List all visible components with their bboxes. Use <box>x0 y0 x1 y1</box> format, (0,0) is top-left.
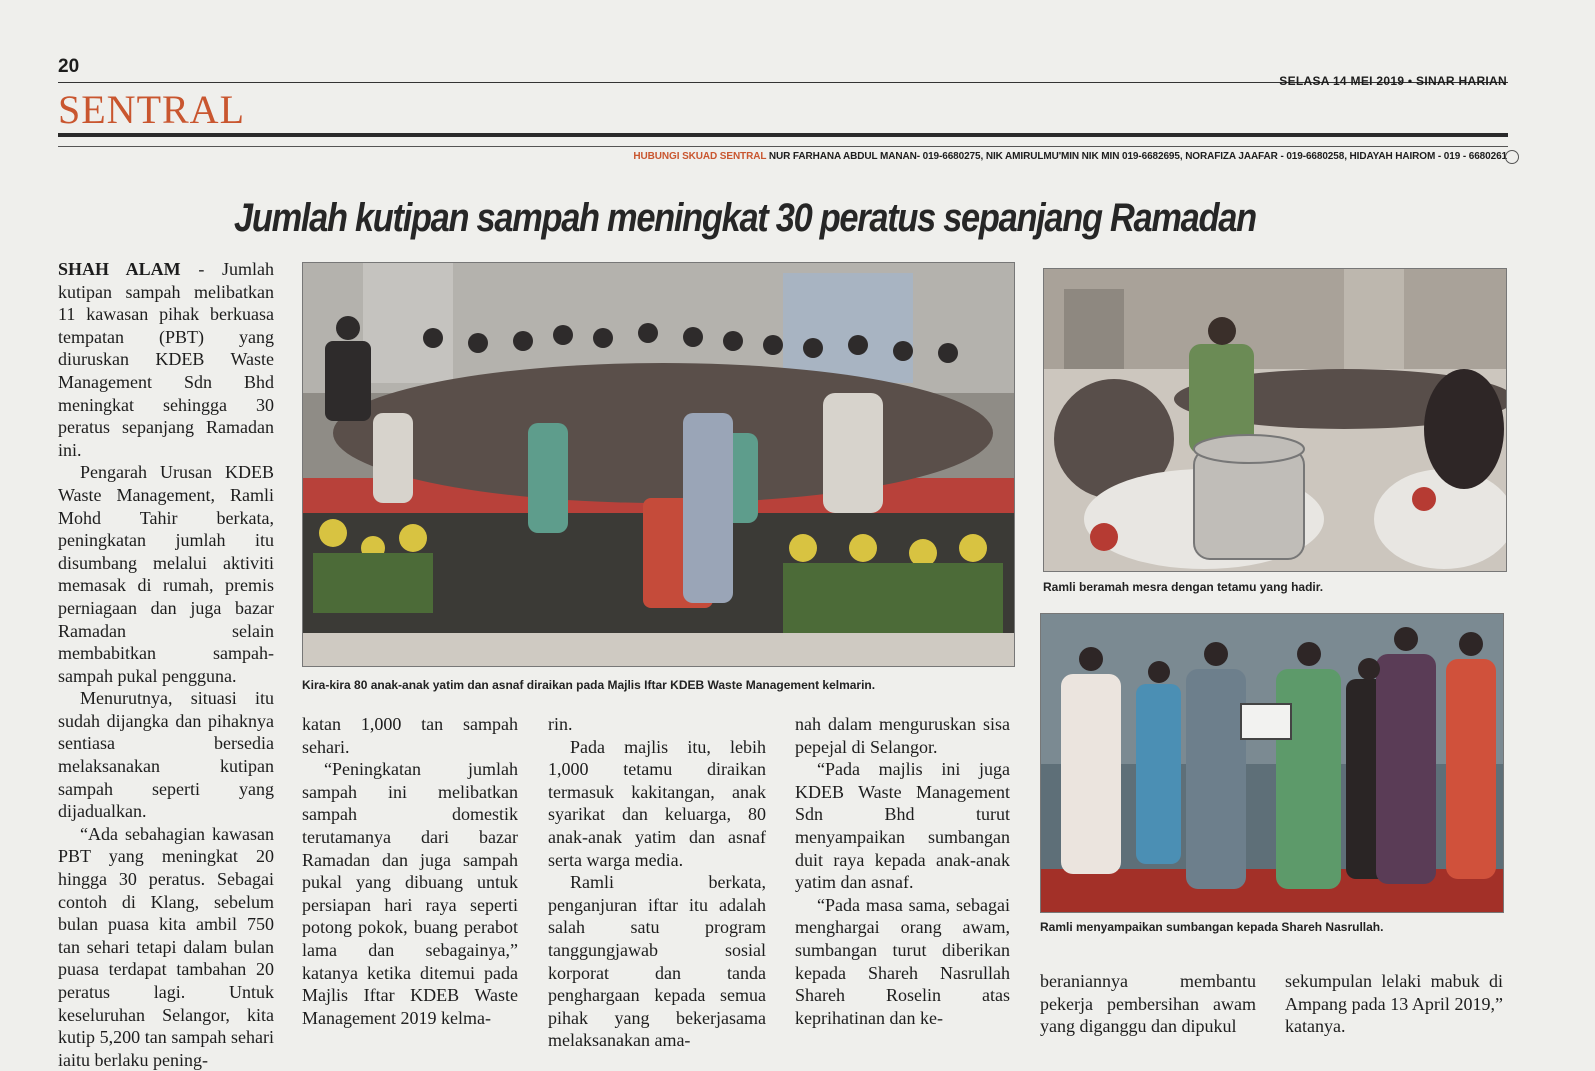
article-column-4 <box>795 713 1010 1029</box>
circle-icon <box>1505 150 1519 164</box>
paragraph: nah dalam menguruskan sisa pepejal di Selangor. <box>795 714 1010 757</box>
group-photo-caption: Kira-kira 80 anak-anak yatim dan asnaf diraikan pada Majlis Iftar KDEB Waste Management kelmarin. <box>302 678 876 692</box>
headline: Jumlah kutipan sampah meningkat 30 peratus sepanjang Ramadan <box>234 196 1256 240</box>
paragraph: beraniannya membantu pekerja pembersihan awam yang diganggu dan dipukul <box>1040 971 1256 1037</box>
section-label: SENTRAL <box>58 87 245 132</box>
contacts-names: NUR FARHANA ABDUL MANAN- 019-6680275, NIK AMIRULMU'MIN NIK MIN 019-6682695, NORAFIZA JAAFAR - 019-6680258, HIDAYAH HAIROM - 019 - 6680261 <box>768 151 1507 162</box>
paragraph: Ramli berkata, penganjuran iftar itu adalah salah satu program tanggungjawab sosial korporat dan tanda penghargaan kepada semua pihak yang bekerjasama melaksanakan ama- <box>548 872 766 1051</box>
paragraph: Pengarah Urusan KDEB Waste Management, Ramli Mohd Tahir berkata, peningkatan jumlah itu disumbang melalui aktiviti memasak di rumah, premis perniagaan dan juga bazar Ramadan selain membabitkan sampah-sampah pukal pengguna. <box>58 462 274 686</box>
contacts-lead: HUBUNGI SKUAD SENTRAL <box>633 151 767 162</box>
article-column-1 <box>58 258 274 1071</box>
date-line: SELASA 14 MEI 2019 • SINAR HARIAN <box>1279 74 1507 88</box>
section-rule <box>58 133 1508 137</box>
paragraph: Pada majlis itu, lebih 1,000 tetamu diraikan termasuk kakitangan, anak syarikat dan keluarga, 80 anak-anak yatim dan asnaf serta warga media. <box>548 736 766 870</box>
paragraph: “Pada majlis ini juga KDEB Waste Management Sdn Bhd turut menyampaikan sumbangan duit raya kepada anak-anak yatim dan asnaf. <box>795 759 1010 893</box>
host-photo-caption: Ramli beramah mesra dengan tetamu yang hadir. <box>1043 580 1324 594</box>
handover-photo <box>1040 613 1504 913</box>
handover-photo-caption: Ramli menyampaikan sumbangan kepada Shareh Nasrullah. <box>1040 920 1384 934</box>
article-column-2 <box>302 713 518 1029</box>
paragraph: sekumpulan lelaki mabuk di Ampang pada 13 April 2019,” katanya. <box>1285 971 1503 1037</box>
paragraph: “Peningkatan jumlah sampah ini melibatkan sampah domestik terutamanya dari bazar Ramadan dan juga sampah pukal yang dibuang untuk persiapan hari raya seperti potong pokok, buang perabot lama dan sebagainya,” katanya ketika ditemui pada Majlis Iftar KDEB Waste Management 2019 kelma- <box>302 759 518 1028</box>
paragraph: rin. <box>548 714 573 734</box>
paragraph: SHAH ALAM - Jumlah kutipan sampah melibatkan 11 kawasan pihak berkuasa tempatan (PBT) yang diuruskan KDEB Waste Management Sdn Bhd meningkat sehingga 30 peratus sepanjang Ramadan ini. <box>58 259 275 460</box>
paragraph: “Pada masa sama, sebagai menghargai orang awam, sumbangan turut diberikan kepada Shareh Nasrullah Shareh Roselin atas keprihatinan dan ke- <box>795 894 1010 1028</box>
article-column-6 <box>1285 970 1503 1038</box>
article-column-5 <box>1040 970 1256 1038</box>
host-photo <box>1043 268 1507 572</box>
dateline: SHAH ALAM <box>58 259 181 279</box>
page-number: 20 <box>58 56 80 77</box>
paragraph: Menurutnya, situasi itu sudah dijangka dan pihaknya sentiasa bersedia melaksanakan kutipan sampah seperti yang dijadualkan. <box>58 688 274 822</box>
group-photo <box>302 262 1015 667</box>
contacts-bar <box>633 151 1507 162</box>
contacts-rule <box>58 146 1508 147</box>
paragraph: “Ada sebahagian kawasan PBT yang meningkat 20 hingga 30 peratus. Sebagai contoh di Klang, sebelum bulan puasa kita ambil 750 tan sehari tetapi dalam bulan puasa terdapat tambahan 20 peratus lagi. Untuk keseluruhan Selangor, kita kutip 5,200 tan sampah sehari iaitu berlaku pening- <box>58 823 274 1070</box>
article-column-3 <box>548 713 766 1052</box>
paragraph: katan 1,000 tan sampah sehari. <box>302 714 518 757</box>
